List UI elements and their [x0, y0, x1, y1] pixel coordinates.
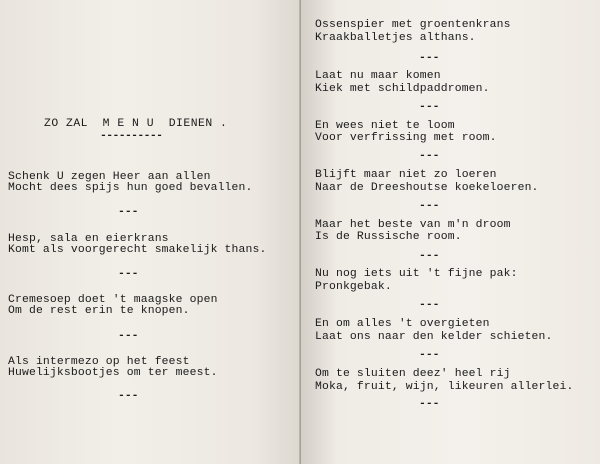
stanza-separator: --- [419, 150, 440, 162]
verse-line: Om te sluiten deez' heel rij [315, 368, 511, 380]
verse-line: Om de rest erin te knopen. [8, 305, 190, 317]
stanza-separator: --- [419, 200, 440, 212]
verse-line: Laat nu maar komen [315, 70, 441, 82]
title-underline: ---------- [100, 130, 163, 142]
stanza-separator: --- [419, 101, 440, 113]
stanza-separator: --- [118, 268, 139, 280]
verse-line: Als intermezo op het feest [8, 356, 190, 368]
verse-line: Kraakballetjes althans. [315, 32, 476, 44]
stanza-separator: --- [419, 299, 440, 311]
stanza-separator: --- [118, 206, 139, 218]
verse-line: Schenk U zegen Heer aan allen [8, 171, 211, 183]
show-through-print [150, 30, 270, 58]
verse-line: Nu nog iets uit 't fijne pak: [315, 268, 518, 280]
verse-line: Maar het beste van m'n droom [315, 219, 511, 231]
right-page [301, 0, 600, 464]
verse-line: Blijft maar niet zo loeren [315, 169, 497, 181]
stanza-separator: --- [419, 349, 440, 361]
stanza-separator: --- [118, 330, 139, 342]
verse-line: Huwelijksbootjes om ter meest. [8, 367, 218, 379]
verse-line: Kiek met schildpaddromen. [315, 83, 490, 95]
verse-line: Pronkgebak. [315, 281, 392, 293]
verse-line: Mocht dees spijs hun goed bevallen. [8, 182, 253, 194]
stanza-separator: --- [419, 250, 440, 262]
verse-line: Hesp, sala en eierkrans [8, 233, 169, 245]
verse-line: Naar de Dreeshoutse koekeloeren. [315, 182, 539, 194]
stanza-separator: --- [118, 390, 139, 402]
verse-line: En wees niet te loom [315, 120, 455, 132]
verse-line: Laat ons naar den kelder schieten. [315, 331, 553, 343]
verse-line: Cremesoep doet 't maagske open [8, 294, 218, 306]
verse-line: Moka, fruit, wijn, likeuren allerlei. [315, 381, 574, 393]
verse-line: Is de Russische room. [315, 231, 462, 243]
verse-line: En om alles 't overgieten [315, 318, 490, 330]
stanza-separator: --- [419, 52, 440, 64]
stanza-separator: --- [419, 398, 440, 410]
verse-line: Ossenspier met groentenkrans [315, 19, 511, 31]
verse-line: Komt als voorgerecht smakelijk thans. [8, 244, 267, 256]
verse-line: Voor verfrissing met room. [315, 132, 497, 144]
menu-title: ZO ZAL M E N U DIENEN . [44, 118, 228, 130]
